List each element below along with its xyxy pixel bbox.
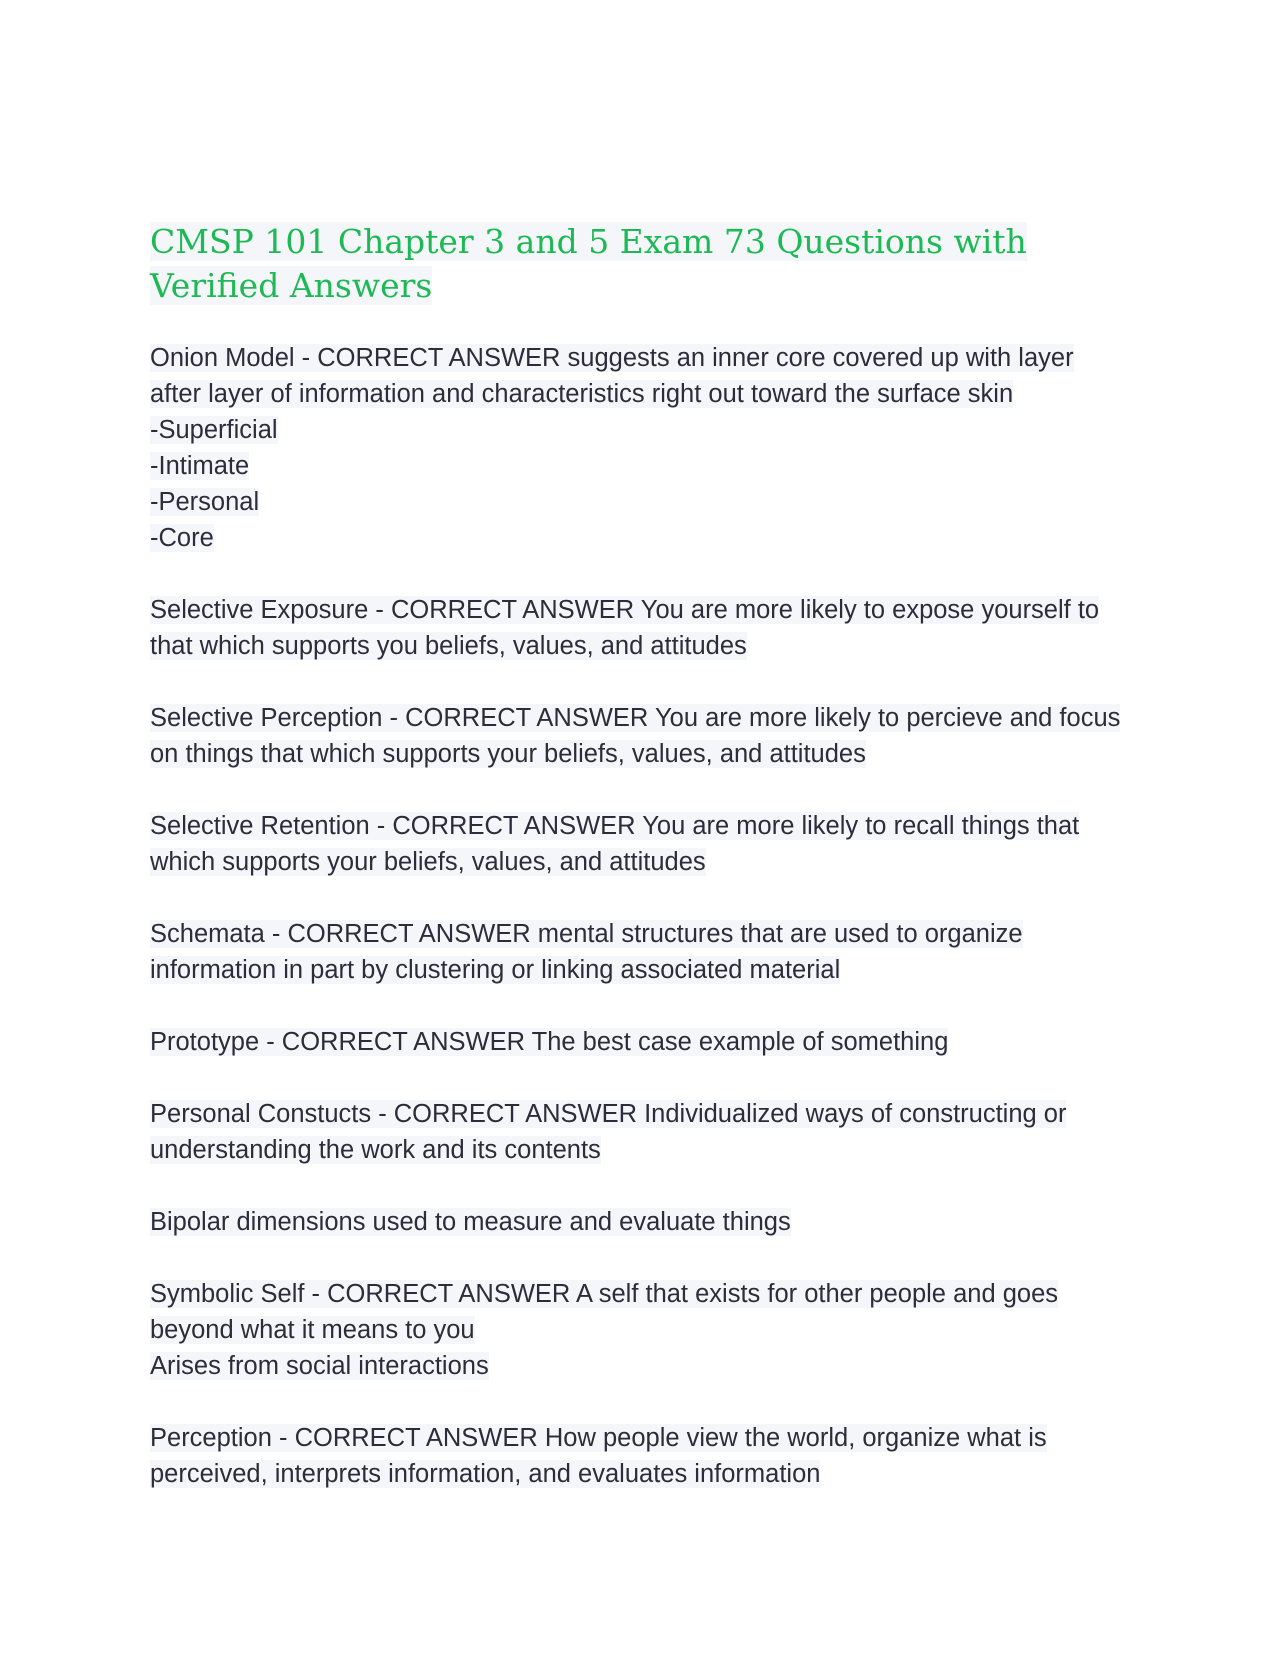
entry-line xyxy=(150,1204,1130,1240)
entry-line xyxy=(150,1420,1130,1492)
qa-entry-selective-perception xyxy=(150,700,1130,772)
entry-text: Arises from social interactions xyxy=(150,1352,489,1380)
document-title-text: CMSP 101 Chapter 3 and 5 Exam 73 Questions with Verified Answers xyxy=(150,222,1027,305)
qa-entry-schemata xyxy=(150,916,1130,988)
entry-text: Schemata - CORRECT ANSWER mental structures that are used to organize information in part by clustering or linking associated material xyxy=(150,920,1023,984)
entry-text: -Personal xyxy=(150,488,260,516)
qa-entry-bipolar-dimensions xyxy=(150,1204,1130,1240)
qa-entry-onion-model xyxy=(150,340,1130,556)
qa-entry-prototype xyxy=(150,1024,1130,1060)
qa-entry-selective-retention xyxy=(150,808,1130,880)
entry-line xyxy=(150,484,1130,520)
entry-line xyxy=(150,916,1130,988)
entry-line xyxy=(150,1348,1130,1384)
entry-line xyxy=(150,1024,1130,1060)
document-page xyxy=(150,220,1130,1528)
entry-text: Prototype - CORRECT ANSWER The best case example of something xyxy=(150,1028,949,1056)
entry-text: -Superficial xyxy=(150,416,278,444)
qa-entry-perception xyxy=(150,1420,1130,1492)
entry-line xyxy=(150,700,1130,772)
entry-text: Selective Retention - CORRECT ANSWER You are more likely to recall things that which supports your beliefs, values, and attitudes xyxy=(150,812,1080,876)
entry-line xyxy=(150,340,1130,412)
qa-entry-selective-exposure xyxy=(150,592,1130,664)
entry-line xyxy=(150,1096,1130,1168)
qa-entry-personal-constucts xyxy=(150,1096,1130,1168)
entry-line xyxy=(150,520,1130,556)
entry-text: Selective Perception - CORRECT ANSWER You are more likely to percieve and focus on things that which supports your beliefs, values, and attitudes xyxy=(150,704,1121,768)
entry-line xyxy=(150,1276,1130,1348)
entry-line xyxy=(150,448,1130,484)
entry-text: Perception - CORRECT ANSWER How people view the world, organize what is perceived, interprets information, and evaluates information xyxy=(150,1424,1047,1488)
document-title xyxy=(150,220,1130,308)
entry-line xyxy=(150,412,1130,448)
entry-line xyxy=(150,808,1130,880)
entry-text: -Core xyxy=(150,524,214,552)
entry-text: Personal Constucts - CORRECT ANSWER Individualized ways of constructing or understanding the work and its contents xyxy=(150,1100,1067,1164)
entry-line xyxy=(150,592,1130,664)
entry-text: Symbolic Self - CORRECT ANSWER A self that exists for other people and goes beyond what it means to you xyxy=(150,1280,1059,1344)
qa-entry-symbolic-self xyxy=(150,1276,1130,1384)
entry-text: -Intimate xyxy=(150,452,250,480)
entry-text: Bipolar dimensions used to measure and evaluate things xyxy=(150,1208,791,1236)
entry-text: Onion Model - CORRECT ANSWER suggests an inner core covered up with layer after layer of information and characteristics right out toward the surface skin xyxy=(150,344,1074,408)
entry-text: Selective Exposure - CORRECT ANSWER You are more likely to expose yourself to that which supports you beliefs, values, and attitudes xyxy=(150,596,1100,660)
